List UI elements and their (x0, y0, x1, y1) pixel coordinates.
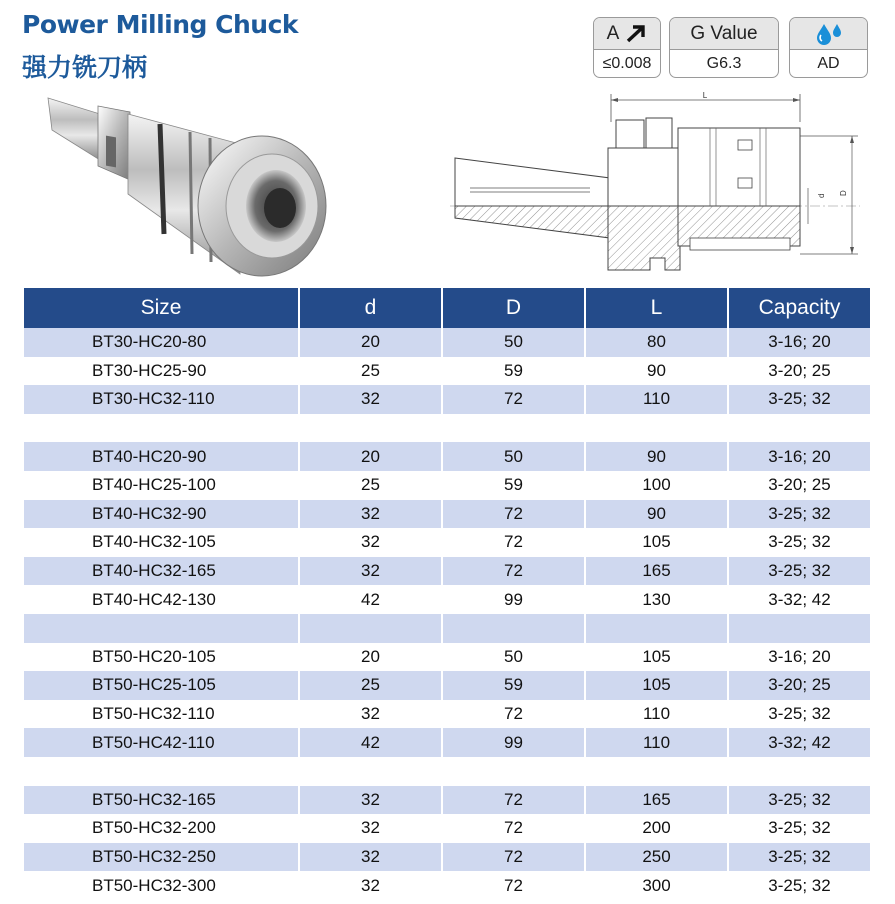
capacity-cell (728, 757, 870, 786)
capacity-cell: 3-25; 32 (728, 786, 870, 815)
coolant-value: AD (817, 55, 840, 72)
capacity-cell: 3-25; 32 (728, 500, 870, 529)
d-cell: 20 (299, 643, 442, 672)
table-row (24, 643, 870, 672)
d-cell: 32 (299, 528, 442, 557)
d-cell (299, 614, 442, 643)
size-cell: BT40-HC42-130 (24, 585, 299, 614)
table-row (24, 814, 870, 843)
L-cell: 250 (585, 843, 728, 872)
L-cell: 105 (585, 643, 728, 672)
size-cell: BT40-HC20-90 (24, 442, 299, 471)
size-cell: BT50-HC32-110 (24, 700, 299, 729)
table-row (24, 671, 870, 700)
d-cell: 25 (299, 471, 442, 500)
page-title-chinese: 强力铣刀柄 (22, 53, 148, 82)
size-cell: BT30-HC20-80 (24, 328, 299, 357)
L-cell (585, 414, 728, 443)
capacity-cell: 3-16; 20 (768, 646, 831, 666)
L-cell: 100 (585, 471, 728, 500)
capacity-cell: 3-25; 32 (728, 557, 870, 586)
capacity-cell: 3-16; 20 (728, 328, 870, 357)
accuracy-spec-badge (593, 17, 661, 78)
table-body (24, 328, 870, 900)
capacity-cell: 3-32; 42 (728, 728, 870, 757)
size-cell: BT40-HC32-165 (24, 557, 299, 586)
L-cell: 90 (585, 500, 728, 529)
L-cell (585, 614, 728, 643)
size-cell: BT30-HC25-90 (24, 357, 299, 386)
L-cell: 90 (585, 357, 728, 386)
L-cell: 130 (585, 585, 728, 614)
d-cell: 32 (299, 786, 442, 815)
table-row (24, 442, 870, 471)
D-cell (442, 757, 585, 786)
size-cell: BT50-HC25-105 (24, 671, 299, 700)
d-cell: 32 (299, 385, 442, 414)
balance-spec-badge (669, 17, 779, 78)
d-cell: 32 (299, 700, 442, 729)
L-cell: 300 (585, 871, 728, 900)
d-cell: 25 (299, 671, 442, 700)
L-cell: 110 (585, 385, 728, 414)
size-cell (24, 757, 299, 786)
table-row (24, 786, 870, 815)
D-cell: 72 (442, 871, 585, 900)
capacity-cell: 3-20; 25 (768, 360, 831, 380)
capacity-cell: 3-25; 32 (768, 875, 831, 895)
table-row (24, 614, 870, 643)
d-cell (299, 757, 442, 786)
D-cell: 50 (442, 643, 585, 672)
dimension-label-d: d (817, 193, 826, 198)
column-header-capacity: Capacity (728, 288, 870, 328)
L-cell: 90 (585, 442, 728, 471)
D-cell: 99 (442, 728, 585, 757)
size-cell: BT50-HC42-110 (24, 728, 299, 757)
D-cell: 72 (442, 500, 585, 529)
table-row (24, 557, 870, 586)
capacity-cell (728, 414, 870, 443)
table-row (24, 728, 870, 757)
dimension-label-D: D (839, 190, 848, 196)
column-header-d: d (299, 288, 442, 328)
D-cell: 59 (442, 471, 585, 500)
size-cell: BT40-HC25-100 (24, 471, 299, 500)
capacity-cell: 3-32; 42 (768, 589, 831, 609)
L-cell: 165 (585, 786, 728, 815)
D-cell: 72 (442, 700, 585, 729)
D-cell: 59 (442, 357, 585, 386)
accuracy-label: A (606, 22, 620, 44)
dimension-label-L: L (702, 91, 708, 100)
L-cell: 200 (585, 814, 728, 843)
d-cell (299, 414, 442, 443)
L-cell: 80 (585, 328, 728, 357)
D-cell: 99 (442, 585, 585, 614)
table-row (24, 871, 870, 900)
D-cell: 50 (442, 442, 585, 471)
size-cell: BT50-HC32-165 (24, 786, 299, 815)
accuracy-spec-header (594, 18, 660, 50)
d-cell: 32 (299, 500, 442, 529)
capacity-cell: 3-16; 20 (728, 442, 870, 471)
d-cell: 32 (299, 871, 442, 900)
coolant-spec-header (790, 18, 867, 50)
arrow-up-right-icon (625, 24, 647, 44)
capacity-cell: 3-25; 32 (768, 704, 831, 724)
L-cell: 105 (585, 671, 728, 700)
D-cell (442, 414, 585, 443)
D-cell: 72 (442, 557, 585, 586)
L-cell: 110 (585, 728, 728, 757)
d-cell: 42 (299, 585, 442, 614)
table-row (24, 757, 870, 786)
balance-value: G6.3 (706, 55, 742, 72)
size-cell: BT50-HC20-105 (24, 643, 299, 672)
D-cell: 72 (442, 385, 585, 414)
balance-label: G Value (670, 18, 778, 50)
capacity-cell: 3-20; 25 (768, 475, 831, 495)
table-header (24, 288, 870, 328)
coolant-spec-badge (789, 17, 868, 78)
D-cell: 72 (442, 814, 585, 843)
size-cell (24, 614, 299, 643)
table-row (24, 843, 870, 872)
table-row (24, 414, 870, 443)
capacity-cell: 3-25; 32 (728, 385, 870, 414)
size-cell: BT50-HC32-250 (24, 843, 299, 872)
specification-table (24, 288, 870, 900)
size-cell: BT50-HC32-300 (24, 871, 299, 900)
product-photo (40, 84, 340, 280)
table-row (24, 471, 870, 500)
d-cell: 25 (299, 357, 442, 386)
page-title: Power Milling Chuck (22, 10, 299, 39)
size-cell (24, 414, 299, 443)
D-cell: 72 (442, 528, 585, 557)
table-header-row (24, 288, 870, 328)
column-header-D: D (442, 288, 585, 328)
L-cell: 165 (585, 557, 728, 586)
d-cell: 20 (299, 442, 442, 471)
L-cell: 110 (585, 700, 728, 729)
technical-drawing (440, 88, 880, 278)
size-cell: BT30-HC32-110 (24, 385, 299, 414)
L-cell (585, 757, 728, 786)
capacity-cell (728, 614, 870, 643)
D-cell (442, 614, 585, 643)
D-cell: 50 (442, 328, 585, 357)
column-header-L: L (585, 288, 728, 328)
table-row (24, 700, 870, 729)
size-cell: BT40-HC32-105 (24, 528, 299, 557)
capacity-cell: 3-25; 32 (728, 843, 870, 872)
D-cell: 72 (442, 843, 585, 872)
d-cell: 32 (299, 843, 442, 872)
coolant-drops-icon (814, 22, 844, 46)
table-row (24, 328, 870, 357)
d-cell: 32 (299, 557, 442, 586)
table-row (24, 500, 870, 529)
table-row (24, 585, 870, 614)
column-header-size: Size (24, 288, 299, 328)
d-cell: 42 (299, 728, 442, 757)
L-cell: 105 (585, 528, 728, 557)
D-cell: 72 (442, 786, 585, 815)
size-cell: BT50-HC32-200 (24, 814, 299, 843)
table-row (24, 357, 870, 386)
table-row (24, 528, 870, 557)
D-cell: 59 (442, 671, 585, 700)
accuracy-value: ≤0.008 (602, 55, 652, 72)
size-cell: BT40-HC32-90 (24, 500, 299, 529)
d-cell: 32 (299, 814, 442, 843)
capacity-cell: 3-20; 25 (728, 671, 870, 700)
capacity-cell: 3-25; 32 (768, 818, 831, 838)
d-cell: 20 (299, 328, 442, 357)
table-row (24, 385, 870, 414)
capacity-cell: 3-25; 32 (768, 532, 831, 552)
